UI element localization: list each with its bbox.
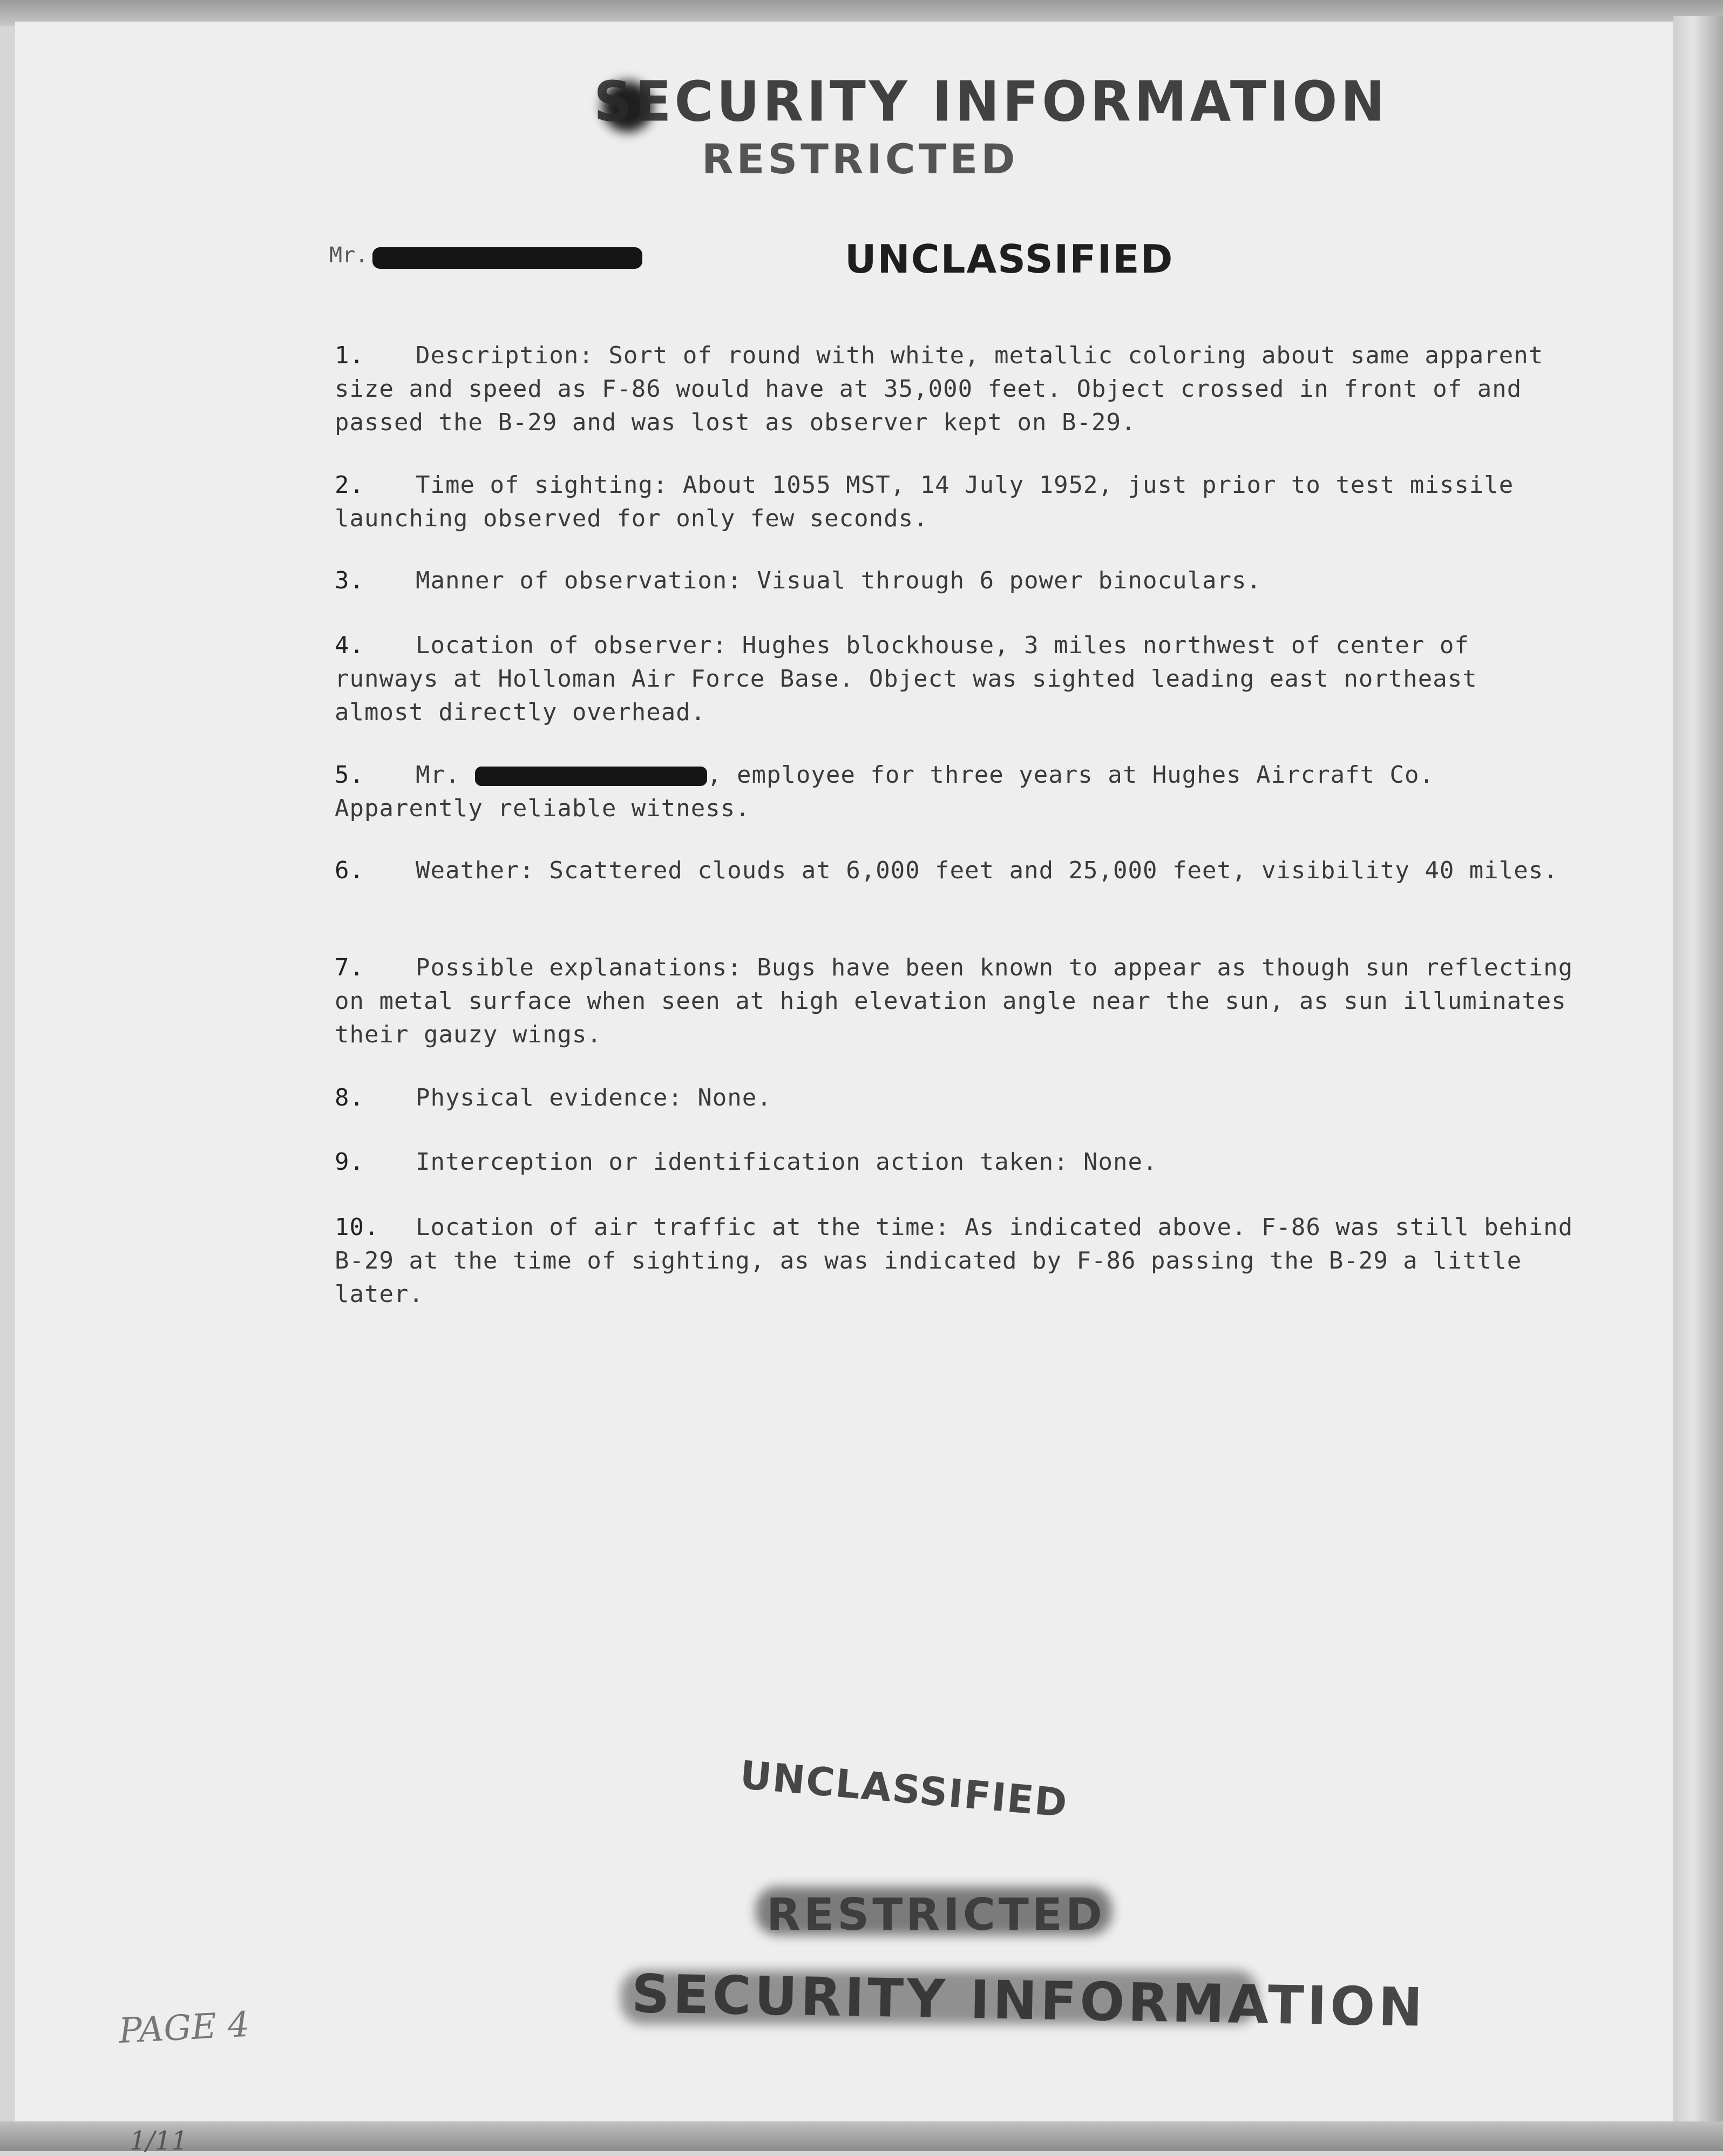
film-edge-right [1673,16,1723,2127]
paragraph-text-before: Mr. [416,761,460,789]
paragraph-6 [335,854,1576,887]
paragraph-number: 9. [335,1148,364,1176]
restricted-stamp-bottom: RESTRICTED [766,1889,1105,1941]
redaction-bar [475,767,707,786]
paragraph-number: 1. [335,342,364,369]
unclassified-stamp-bottom: UNCLASSIFIED [738,1752,1070,1826]
paragraph-5 [335,758,1576,825]
paragraph-7 [335,951,1576,1052]
security-information-stamp-top: SECURITY INFORMATION [594,70,1388,134]
security-information-stamp-bottom: SECURITY INFORMATION [631,1963,1427,2039]
restricted-stamp-top: RESTRICTED [702,135,1019,183]
redaction-bar [372,247,642,269]
paragraph-text: Description: Sort of round with white, metallic coloring about same apparent size and speed as F-86 would have at 35,000 feet. Object crossed in front of and passed the B-29 and was lost as observer kept on B-29. [335,342,1544,436]
paragraph-text: Location of air traffic at the time: As indicated above. F-86 was still behind B-29 at the time of sighting, as was indicated by F-86 passing the B-29 a little later. [335,1213,1573,1308]
paragraph-text: Manner of observation: Visual through 6 power binoculars. [416,567,1261,594]
paragraph-number: 5. [335,761,364,789]
paragraph-number: 8. [335,1084,364,1111]
paragraph-2 [335,469,1576,535]
paragraph-1 [335,339,1576,439]
paragraph-text: Possible explanations: Bugs have been known to appear as though sun reflecting on metal surface when seen at high elevation angle near the sun, as sun illuminates their gauzy wings. [335,954,1573,1048]
paragraph-8 [335,1081,1576,1115]
paragraph-text: Interception or identification action taken: None. [416,1148,1158,1176]
handwritten-page-note: PAGE 4 [118,2004,251,2052]
addressee-prefix: Mr. [329,243,369,268]
paragraph-text-after: , employee for three years at Hughes Aircraft Co. Apparently reliable witness. [335,761,1435,822]
paragraph-text: Physical evidence: None. [416,1084,772,1111]
paragraph-number: 6. [335,857,364,884]
paragraph-text: Time of sighting: About 1055 MST, 14 July 1952, just prior to test missile launching observed for only few seconds. [335,471,1514,532]
film-edge-bottom [0,2121,1723,2151]
paragraph-3 [335,564,1576,598]
document-page [15,22,1683,2124]
paragraph-text: Weather: Scattered clouds at 6,000 feet and 25,000 feet, visibility 40 miles. [416,857,1558,884]
paragraph-text: Location of observer: Hughes blockhouse, 3 miles northwest of center of runways at Holloman Air Force Base. Object was sighted leading east northeast almost directly overhead. [335,632,1477,726]
paragraph-number: 7. [335,954,364,981]
paragraph-9 [335,1145,1576,1179]
paragraph-number: 3. [335,567,364,594]
paragraph-number: 2. [335,471,364,499]
paragraph-number: 10. [335,1213,379,1241]
handwritten-edge-note: 1/11 [130,2126,188,2156]
paragraph-4 [335,629,1576,729]
unclassified-stamp-top: UNCLASSIFIED [845,236,1174,282]
paragraph-10 [335,1211,1576,1311]
paragraph-number: 4. [335,632,364,659]
